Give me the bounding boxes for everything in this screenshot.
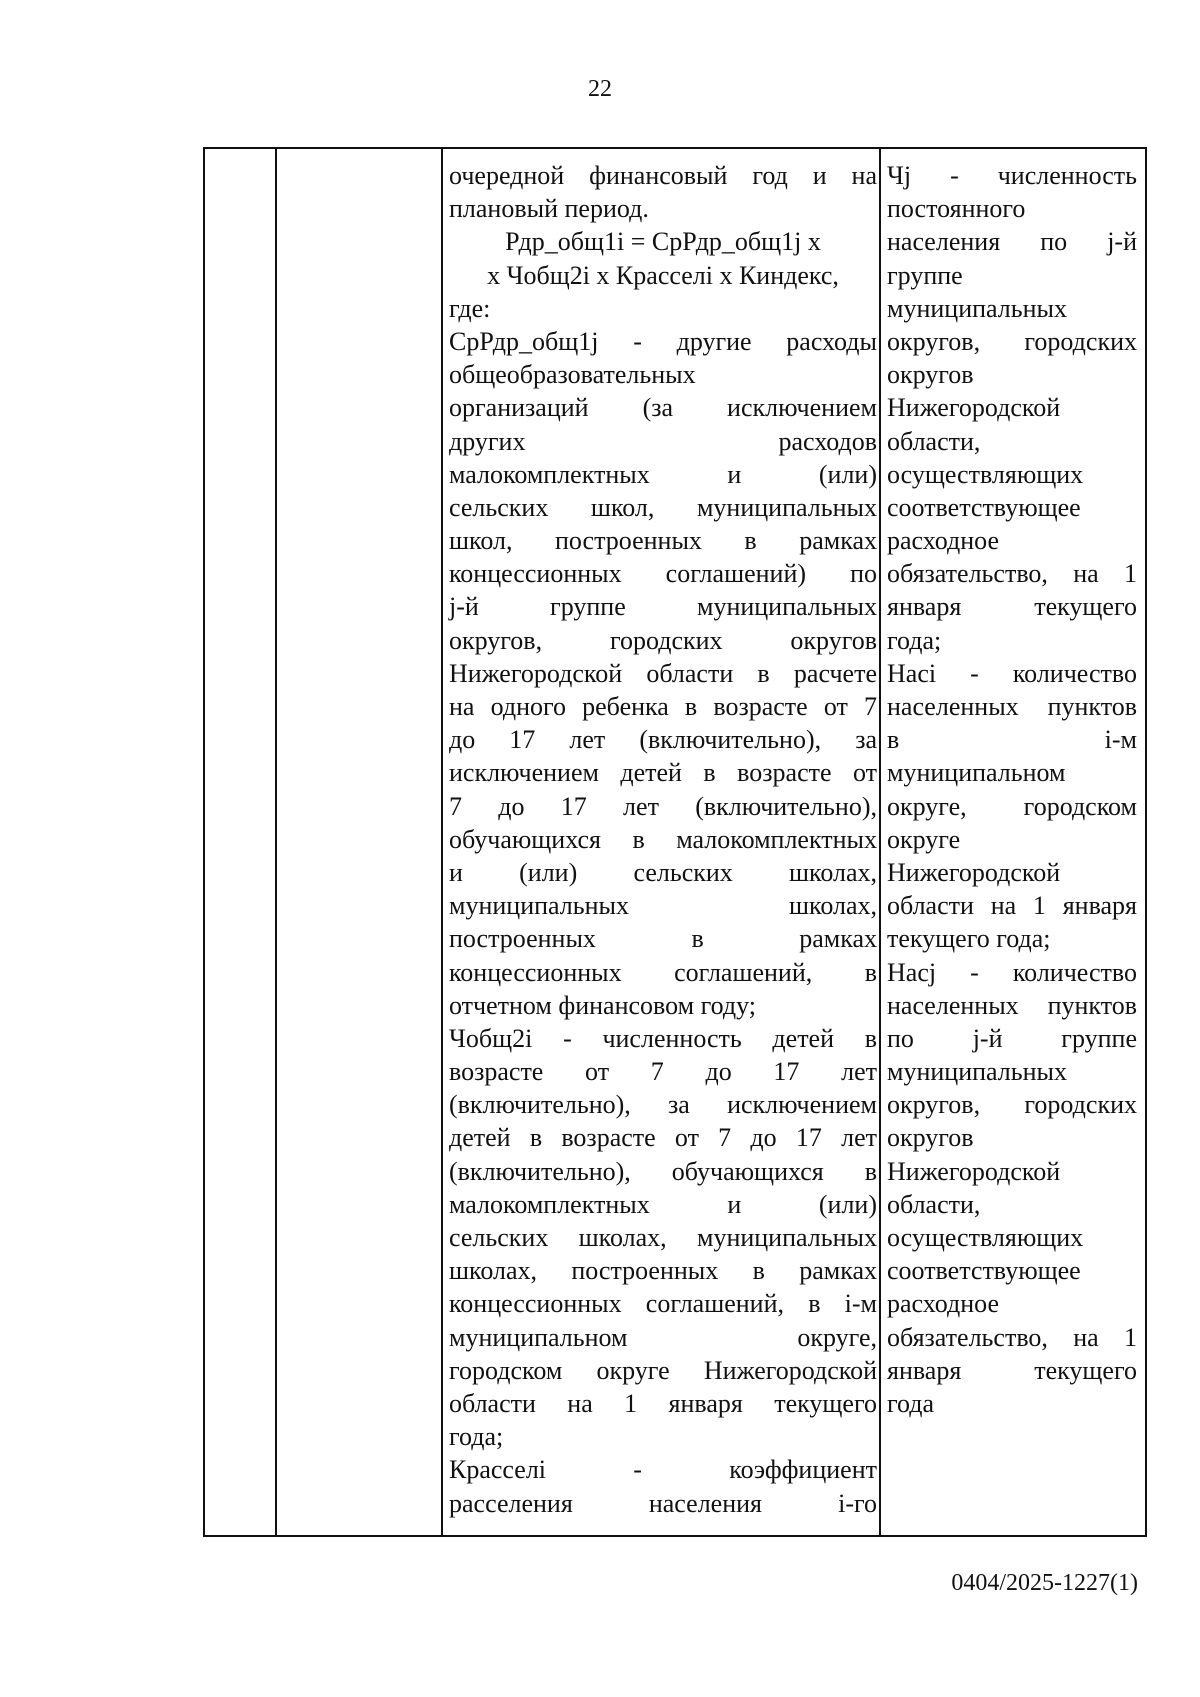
page-number: 22 xyxy=(588,76,612,102)
variable-text-line: года; xyxy=(887,625,942,655)
formula-text-line: Рдр_общ1i = СрРдр_общ1j x xyxy=(505,227,821,257)
variable-text-line: Нижегородской xyxy=(887,1156,1061,1186)
formula-text-line: построенных в рамках xyxy=(449,924,877,954)
column-divider xyxy=(441,149,443,1535)
variable-text-line: муниципальном xyxy=(887,758,1066,788)
variable-text-line: в i-м xyxy=(887,725,1137,755)
formula-text-line: муниципальном округе, xyxy=(449,1322,877,1352)
formula-text-line: муниципальных школах, xyxy=(449,891,877,921)
variable-text-line: января текущего xyxy=(887,1355,1137,1385)
variable-text-line: области, xyxy=(887,1189,981,1219)
variable-text-line: обязательство, на 1 xyxy=(887,559,1137,589)
variable-description-cell xyxy=(887,159,1137,1420)
formula-text-line: 7 до 17 лет (включительно), xyxy=(449,791,877,821)
formula-text-line: возрасте от 7 до 17 лет xyxy=(449,1057,877,1087)
variable-text-line: Нижегородской xyxy=(887,857,1061,887)
column-divider xyxy=(879,149,881,1535)
formula-text-line: школ, построенных в рамках xyxy=(449,526,877,556)
variable-text-line: обязательство, на 1 xyxy=(887,1322,1137,1352)
formula-text-line: детей в возрасте от 7 до 17 лет xyxy=(449,1123,877,1153)
formula-text-line: на одного ребенка в возрасте от 7 xyxy=(449,692,877,721)
variable-text-line: округов, городских xyxy=(887,1090,1137,1120)
formula-text-line: обучающихся в малокомплектных xyxy=(449,824,877,854)
variable-text-line: округов xyxy=(887,1123,974,1153)
formula-text-line: концессионных соглашений) по xyxy=(449,559,877,589)
formula-text-line: школах, построенных в рамках xyxy=(449,1256,877,1286)
formula-text-line: Нижегородской области в расчете xyxy=(449,658,877,688)
variable-text-line: муниципальных xyxy=(887,1057,1068,1087)
formula-text-line: j-й группе муниципальных xyxy=(449,592,877,622)
formula-description-cell xyxy=(449,159,877,1520)
variable-text-line: населенных пунктов xyxy=(887,990,1137,1020)
variable-text-line: января текущего xyxy=(887,592,1137,622)
variable-text-line: Насj - количество xyxy=(887,957,1137,987)
formula-text-line: городском округе Нижегородской xyxy=(449,1355,877,1385)
formula-text-line: области на 1 января текущего xyxy=(449,1388,877,1418)
formula-text-line: (включительно), за исключением xyxy=(449,1090,877,1120)
variable-text-line: соответствующее xyxy=(887,492,1081,522)
formula-text-line: сельских школах, муниципальных xyxy=(449,1223,877,1252)
variable-text-line: группе xyxy=(887,260,963,290)
formula-text-line: Чобщ2i - численность детей в xyxy=(449,1023,877,1053)
formula-text-line: где: xyxy=(449,293,491,323)
variable-text-line: области на 1 января xyxy=(887,891,1137,921)
formula-text-line: Красселi - коэффициент xyxy=(449,1455,877,1485)
variable-text-line: соответствующее xyxy=(887,1256,1081,1286)
variable-text-line: округе, городском xyxy=(887,791,1137,821)
variable-text-line: расходное xyxy=(887,1289,999,1319)
variable-text-line: расходное xyxy=(887,526,999,556)
variable-text-line: округов, городских xyxy=(887,326,1137,356)
document-code: 0404/2025-1227(1) xyxy=(951,1570,1138,1596)
formula-text-line: малокомплектных и (или) xyxy=(449,459,877,489)
variable-text-line: Насi - количество xyxy=(887,658,1137,688)
formula-text-line: общеобразовательных xyxy=(449,360,696,390)
variable-text-line: муниципальных xyxy=(887,293,1068,323)
formula-text-line: до 17 лет (включительно), за xyxy=(449,725,877,755)
variable-text-line: населения по j-й xyxy=(887,227,1137,257)
variable-text-line: по j-й группе xyxy=(887,1023,1137,1053)
variable-text-line: населенных пунктов xyxy=(887,692,1137,721)
formula-text-line: малокомплектных и (или) xyxy=(449,1189,877,1219)
formula-text-line: x Чобщ2i x Красселi x Киндекс, xyxy=(487,260,839,290)
variable-text-line: Чj - численность xyxy=(887,161,1137,190)
variable-text-line: осуществляющих xyxy=(887,459,1084,489)
variable-text-line: осуществляющих xyxy=(887,1223,1084,1252)
variable-text-line: года xyxy=(887,1388,935,1418)
formula-text-line: организаций (за исключением xyxy=(449,393,877,423)
formula-text-line: исключением детей в возрасте от xyxy=(449,758,877,788)
formula-text-line: и (или) сельских школах, xyxy=(449,857,877,887)
variable-text-line: текущего года; xyxy=(887,924,1051,954)
formula-text-line: отчетном финансовом году; xyxy=(449,990,756,1020)
formula-text-line: плановый период. xyxy=(449,194,649,224)
variable-text-line: Нижегородской xyxy=(887,393,1061,423)
variable-text-line: округе xyxy=(887,824,961,854)
formula-text-line: концессионных соглашений, в xyxy=(449,957,877,987)
formula-text-line: расселения населения i-го xyxy=(449,1488,877,1518)
formula-text-line: СрРдр_общ1j - другие расходы xyxy=(449,326,877,356)
formula-text-line: очередной финансовый год и на xyxy=(449,161,877,190)
formula-text-line: концессионных соглашений, в i-м xyxy=(449,1289,877,1319)
variable-text-line: постоянного xyxy=(887,194,1026,224)
variable-text-line: округов xyxy=(887,360,974,390)
formula-text-line: (включительно), обучающихся в xyxy=(449,1156,877,1186)
formula-table xyxy=(203,147,1147,1537)
column-divider xyxy=(275,149,277,1535)
formula-text-line: сельских школ, муниципальных xyxy=(449,492,877,522)
formula-text-line: года; xyxy=(449,1422,504,1452)
formula-text-line: округов, городских округов xyxy=(449,625,877,655)
variable-text-line: области, xyxy=(887,426,981,456)
formula-text-line: других расходов xyxy=(449,426,877,456)
